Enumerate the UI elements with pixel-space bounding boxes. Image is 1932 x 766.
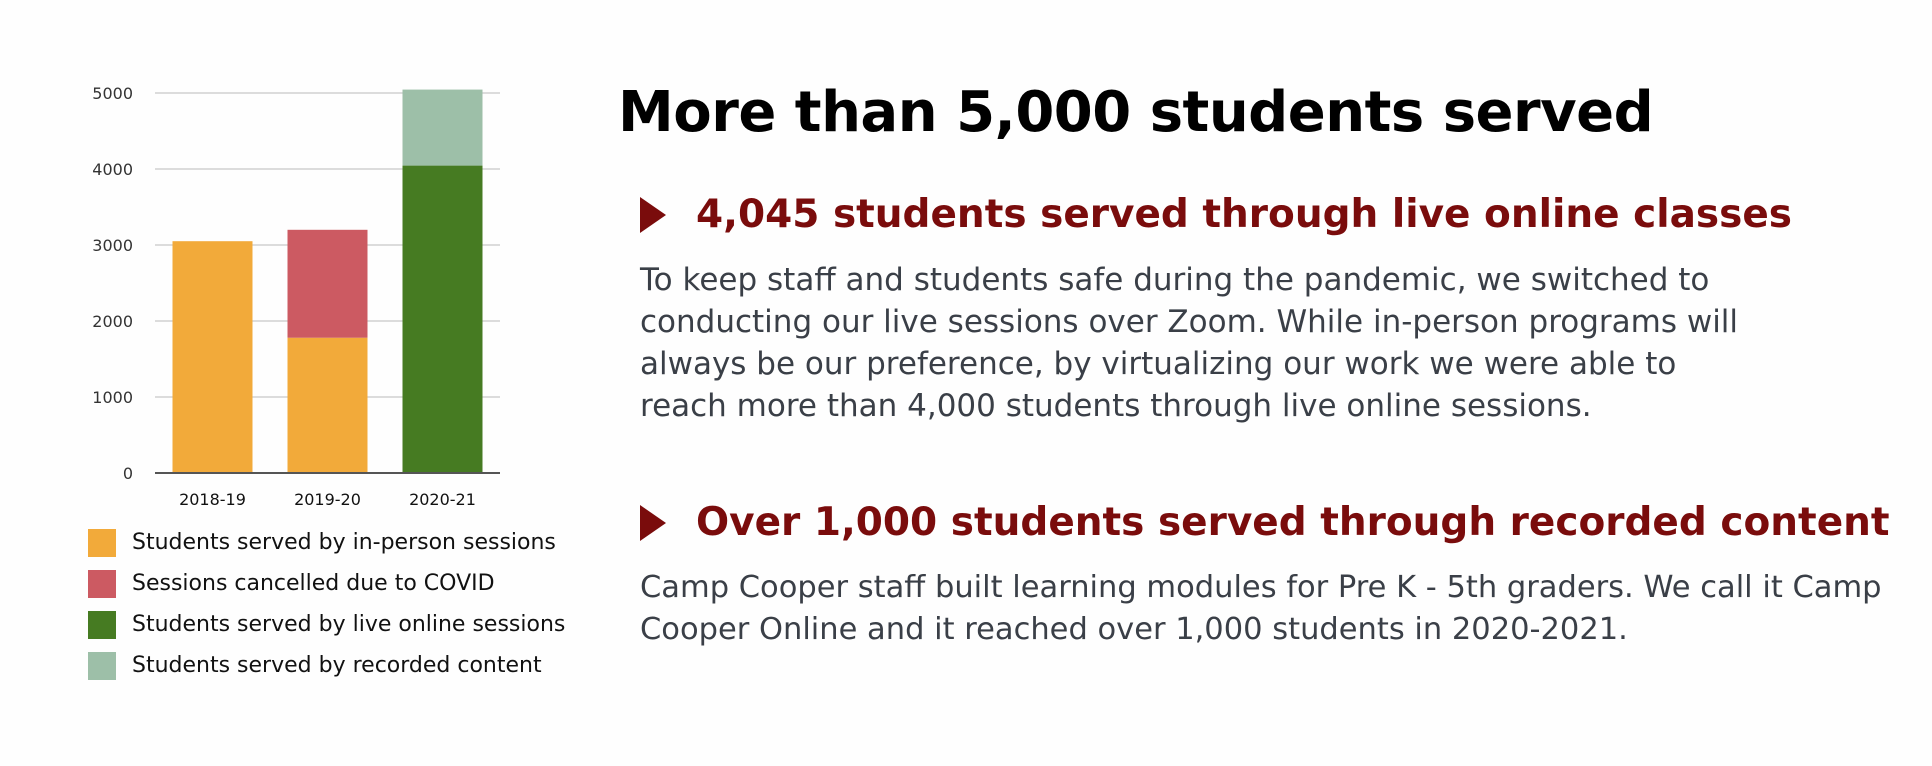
legend-swatch [88, 652, 116, 680]
section-recorded-content [640, 500, 1910, 651]
legend-item [88, 563, 565, 604]
x-tick-label: 2020-21 [409, 490, 476, 509]
y-tick-label: 4000 [92, 160, 133, 179]
legend-swatch [88, 611, 116, 639]
y-tick-label: 1000 [92, 388, 133, 407]
section-body: Camp Cooper staff built learning modules for Pre K - 5th graders. We call it Camp Cooper Online and it reached over 1,000 students in 2020-2021. [640, 570, 1882, 647]
legend-item [88, 522, 565, 563]
play-triangle-icon [640, 197, 666, 233]
section-body: To keep staff and students safe during the pandemic, we switched to conducting our live sessions over Zoom. While in-person programs will always be our preference, by virtualizing our work we were able to reach more than 4,000 students through live online sessions. [640, 262, 1739, 424]
section-heading [640, 192, 1910, 237]
section-live-online [640, 192, 1910, 427]
section-heading-text: 4,045 students served through live online classes [696, 192, 1793, 237]
legend-label: Students served by recorded content [132, 653, 542, 678]
legend-label: Students served by live online sessions [132, 612, 566, 637]
bars [173, 90, 483, 473]
chart-canvas [60, 60, 580, 520]
page-title: More than 5,000 students served [618, 80, 1654, 145]
y-tick-label: 0 [122, 464, 133, 483]
legend-label: Sessions cancelled due to COVID [132, 571, 495, 596]
x-axis-ticks [179, 490, 476, 509]
bar-segment [288, 338, 368, 473]
y-tick-label: 3000 [92, 236, 133, 255]
y-axis-ticks [92, 84, 133, 483]
bar-segment [173, 241, 253, 473]
x-tick-label: 2018-19 [179, 490, 246, 509]
legend-item [88, 604, 565, 645]
stacked-bar-chart [60, 60, 580, 700]
section-heading-text: Over 1,000 students served through recorded content [696, 500, 1890, 545]
legend-swatch [88, 529, 116, 557]
bar-segment [403, 90, 483, 166]
bar-segment [403, 166, 483, 473]
bar-segment [288, 230, 368, 338]
chart-legend [88, 522, 565, 686]
legend-label: Students served by in-person sessions [132, 530, 556, 555]
y-tick-label: 2000 [92, 312, 133, 331]
section-heading [640, 500, 1910, 545]
legend-swatch [88, 570, 116, 598]
play-triangle-icon [640, 505, 666, 541]
legend-item [88, 645, 565, 686]
x-tick-label: 2019-20 [294, 490, 361, 509]
y-tick-label: 5000 [92, 84, 133, 103]
